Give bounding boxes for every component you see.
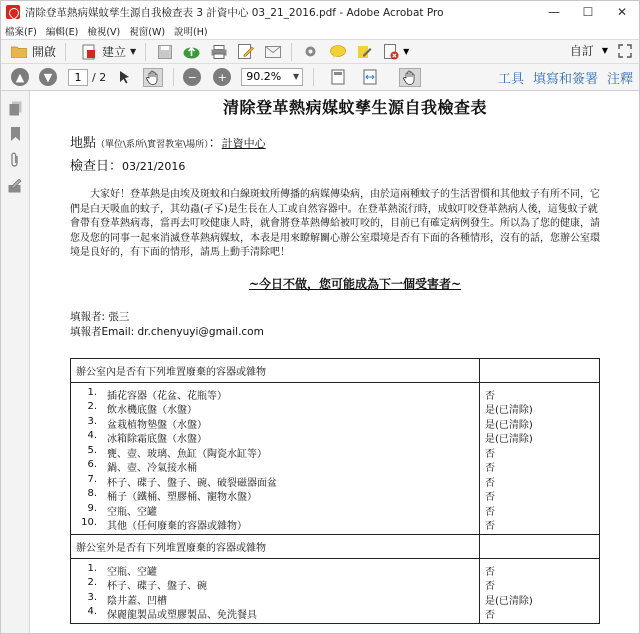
list-item <box>71 488 479 503</box>
toolbar-separator <box>173 68 174 86</box>
toolbar-separator <box>291 43 292 61</box>
document-view[interactable] <box>30 91 639 634</box>
list-item <box>71 563 479 578</box>
item-text: 杯子、碟子、盤子、碗 <box>107 581 207 592</box>
previous-page-icon[interactable]: ▲ <box>11 68 29 86</box>
list-item <box>71 474 479 489</box>
close-button[interactable]: ✕ <box>616 5 628 19</box>
section2-header: 辦公室外是否有下列堆置廢棄的容器或雜物 <box>71 534 480 558</box>
minimize-button[interactable]: — <box>548 5 560 19</box>
list-item <box>71 592 479 607</box>
list-item <box>71 606 479 621</box>
print-icon[interactable] <box>210 44 227 60</box>
item-answer[interactable]: 否 <box>485 390 495 402</box>
section2-answers <box>480 558 600 623</box>
maximize-button[interactable]: ☐ <box>582 5 594 19</box>
page-number-input[interactable]: 1 <box>68 69 88 86</box>
zoom-level-value: 90.2% <box>246 70 282 83</box>
item-number: 2. <box>87 401 97 412</box>
section1-items <box>71 382 480 534</box>
item-text: 鍋、壺、冷氣接水桶 <box>107 463 197 474</box>
document-title: 清除登革熱病媒蚊孳生源自我檢查表 <box>222 98 487 117</box>
item-number: 3. <box>87 415 97 427</box>
item-answer[interactable]: 否 <box>485 477 495 489</box>
item-text: 保麗龍製品或塑膠製品、免洗餐具 <box>107 610 257 621</box>
list-item <box>71 517 479 532</box>
edit-pdf-icon[interactable] <box>237 44 254 60</box>
item-text: 其他（任何廢棄的容器或雜物） <box>107 521 247 532</box>
list-item <box>71 445 479 460</box>
navigation-toolbar <box>1 64 639 91</box>
item-answer[interactable]: 是(已清除) <box>485 434 533 445</box>
bookmarks-icon[interactable] <box>7 125 23 143</box>
list-item <box>71 387 479 402</box>
item-text: 甕、壺、玻璃、魚缸（陶瓷水缸等） <box>107 448 267 460</box>
highlight-pen-icon[interactable] <box>356 44 373 60</box>
window-title: 清除登革熱病媒蚊孳生源自我檢查表 3 計資中心 03_21_2016.pdf - Adobe Acrobat Pro <box>25 6 444 19</box>
fill-sign-link[interactable]: 填寫和簽署 <box>532 72 598 87</box>
item-answer[interactable]: 否 <box>485 581 495 592</box>
menu-bar <box>1 23 639 39</box>
section-header-row <box>71 534 600 558</box>
remove-pdf-icon[interactable] <box>383 44 400 60</box>
hand-tool-icon[interactable] <box>143 68 163 87</box>
item-number: 7. <box>87 473 97 485</box>
comment-bubble-icon[interactable] <box>329 44 346 60</box>
slogan: ~今日不做，您可能成為下一個受害者~ <box>248 276 462 291</box>
item-answer[interactable]: 是(已清除) <box>485 419 533 431</box>
zoom-out-icon[interactable]: − <box>183 68 201 86</box>
pdf-page <box>70 95 610 624</box>
item-number: 4. <box>87 606 97 617</box>
attachments-icon[interactable] <box>7 151 23 169</box>
item-text: 空瓶、空罐 <box>107 566 157 578</box>
acrobat-app-icon <box>6 5 20 19</box>
section1-answers <box>480 382 600 534</box>
item-text: 空瓶、空罐 <box>107 506 157 518</box>
title-bar <box>1 1 639 23</box>
item-number: 3. <box>87 591 97 603</box>
zoom-in-icon[interactable]: + <box>213 68 231 86</box>
filler-info <box>70 310 610 340</box>
chevron-down-icon: ▼ <box>293 72 300 81</box>
item-answer[interactable]: 否 <box>485 521 495 532</box>
item-number: 2. <box>87 577 97 588</box>
section2-header-answer-cell <box>480 534 600 558</box>
page-thumbnails-icon[interactable] <box>7 99 23 117</box>
customize-button[interactable]: 自訂 <box>569 44 594 58</box>
gear-icon[interactable] <box>302 44 319 60</box>
email-icon[interactable] <box>264 44 281 60</box>
filler-name: 填報者: 張三 <box>70 310 130 323</box>
item-answer[interactable]: 是(已清除) <box>485 405 533 416</box>
item-number: 1. <box>87 386 97 398</box>
chevron-down-icon: ▼ <box>130 47 137 56</box>
filler-email: 填報者Email: dr.chenyuyi@gmail.com <box>70 325 264 338</box>
section-header-row <box>71 358 600 382</box>
location-sub-label: （單位\系所\實習教室\場所） <box>96 140 209 150</box>
location-value[interactable]: 計資中心 <box>221 137 266 150</box>
item-text: 飲水機底盤（水盤） <box>107 405 197 416</box>
section1-header-answer-cell <box>480 358 600 382</box>
open-label: 開啟 <box>32 45 57 59</box>
item-text: 插花容器（花盆、花瓶等） <box>107 390 227 402</box>
create-button[interactable] <box>71 42 140 62</box>
toolbar-separator <box>65 43 66 61</box>
item-text: 杯子、碟子、盤子、碗、破裂磁器面盆 <box>107 477 277 489</box>
fit-width-icon[interactable] <box>361 69 378 85</box>
toolbar-separator <box>313 68 314 86</box>
date-line <box>70 155 610 174</box>
item-answer[interactable]: 是(已清除) <box>485 595 533 607</box>
item-text: 陰井蓋、凹槽 <box>107 595 167 607</box>
read-mode-icon[interactable] <box>399 68 421 87</box>
list-item <box>71 430 479 445</box>
menu-view[interactable]: 檢視(V) <box>87 27 121 38</box>
item-number: 5. <box>87 444 97 456</box>
section1-header: 辦公室內是否有下列堆置廢棄的容器或雜物 <box>71 358 480 382</box>
create-label: 建立 <box>102 45 127 59</box>
item-answer[interactable]: 否 <box>485 463 495 474</box>
create-pdf-icon <box>80 44 97 60</box>
location-line <box>70 132 610 151</box>
list-item <box>71 503 479 518</box>
cloud-upload-icon[interactable] <box>183 44 200 60</box>
next-page-icon[interactable]: ▼ <box>39 68 57 86</box>
comment-link[interactable]: 注釋 <box>606 72 633 87</box>
item-number: 8. <box>87 488 97 499</box>
date-value[interactable]: 03/21/2016 <box>122 160 186 173</box>
date-label: 檢查日： <box>70 159 123 174</box>
location-separator: ： <box>208 136 222 151</box>
tools-link[interactable]: 工具 <box>497 72 524 87</box>
item-answer[interactable]: 否 <box>485 448 495 460</box>
checklist-table <box>70 358 600 624</box>
item-text: 冰箱除霜底盤（水盤） <box>107 434 207 445</box>
item-answer[interactable]: 否 <box>485 566 495 578</box>
item-number: 9. <box>87 502 97 514</box>
item-text: 桶子（鐵桶、塑膠桶、寵物水盤） <box>107 492 257 503</box>
item-number: 1. <box>87 562 97 574</box>
main-toolbar <box>1 39 639 64</box>
item-number: 10. <box>81 517 97 528</box>
menu-help[interactable]: 說明(H) <box>174 27 208 38</box>
item-number: 4. <box>87 430 97 441</box>
menu-file[interactable]: 檔案(F) <box>5 27 37 38</box>
section2-items <box>71 558 480 623</box>
item-answer[interactable]: 否 <box>485 492 495 503</box>
item-text: 盆栽植物墊盤（水盤） <box>107 419 207 431</box>
list-item <box>71 459 479 474</box>
page-total: / 2 <box>92 70 107 84</box>
expand-icon[interactable] <box>616 43 633 59</box>
zoom-level-field[interactable] <box>241 68 303 86</box>
navigation-pane <box>1 91 30 634</box>
intro-paragraph: 大家好！登革熱是由埃及斑蚊和白線斑蚊所傳播的病媒傳染病，由於這兩種蚊子的生活習慣和其他蚊子有所不同，它們是白天吸血的蚊子，其幼蟲(孑孓)是生長在人工或自然容器中。在登革熱流行時，成蚊叮咬登革熱病人後，這隻蚊子就會帶有登革熱病毒，當再去叮咬健康人時，就會將登革熱傳給被叮咬的，目前已有確定病例發生。所以為了您的健康，請您及您的同事一起來消滅登革熱病媒蚊，本表是用來瞭解關心辦公室環境是否有下面的各種情形，沒有的話，您辦公室環境是良好的，有下面的情形，請馬上動手清除吧！ <box>70 189 600 258</box>
toolbar-separator <box>145 43 146 61</box>
chevron-down-icon[interactable]: ▼ <box>601 46 608 55</box>
item-answer[interactable]: 否 <box>485 610 495 621</box>
signatures-icon[interactable] <box>7 177 23 195</box>
fit-page-icon[interactable] <box>329 69 346 85</box>
open-button[interactable] <box>1 42 60 62</box>
section-items-row <box>71 382 600 534</box>
item-number: 6. <box>87 459 97 470</box>
menu-edit[interactable]: 編輯(E) <box>45 27 79 38</box>
section-items-row <box>71 558 600 623</box>
select-cursor-icon[interactable] <box>116 69 133 85</box>
chevron-down-icon[interactable]: ▼ <box>403 47 410 56</box>
menu-window[interactable]: 視窗(W) <box>129 27 166 38</box>
location-label: 地點 <box>70 136 97 151</box>
list-item <box>71 401 479 416</box>
item-answer[interactable]: 否 <box>485 506 495 518</box>
list-item <box>71 416 479 431</box>
list-item <box>71 577 479 592</box>
save-icon[interactable] <box>156 44 173 60</box>
folder-icon <box>10 44 27 60</box>
